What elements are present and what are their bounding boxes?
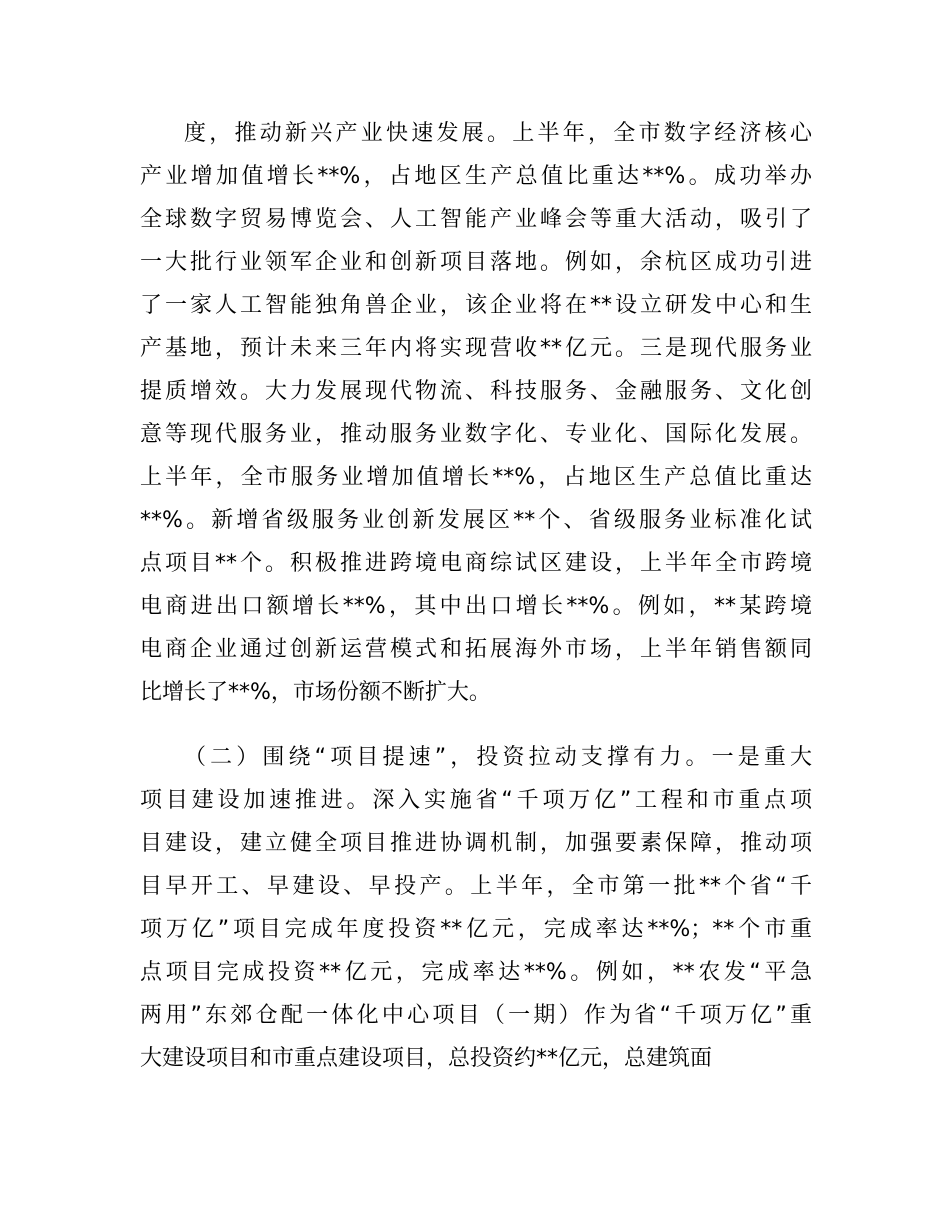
text-line: 上半年，全市服务业增加值增长**%，占地区生产总值比重达 <box>140 465 812 490</box>
text-line: 项万亿”项目完成年度投资**亿元，完成率达**%；**个市重 <box>140 917 812 942</box>
text-line: 项目建设加速推进。深入实施省“千项万亿”工程和市重点项 <box>140 788 812 813</box>
text-line: 比增长了**%，市场份额不断扩大。 <box>140 680 491 705</box>
text-line: 产基地，预计未来三年内将实现营收**亿元。三是现代服务业 <box>140 336 812 361</box>
paragraph-1 <box>140 112 812 714</box>
text-line: **%。新增省级服务业创新发展区**个、省级服务业标准化试 <box>140 508 812 533</box>
text-line: 意等现代服务业，推动服务业数字化、专业化、国际化发展。 <box>140 422 812 447</box>
text-line: （二）围绕“项目提速”，投资拉动支撑有力。一是重大 <box>184 745 812 770</box>
paragraph-2 <box>140 736 812 1080</box>
text-line: 一大批行业领军企业和创新项目落地。例如，余杭区成功引进 <box>140 250 812 275</box>
text-line: 电商企业通过创新运营模式和拓展海外市场，上半年销售额同 <box>140 637 812 662</box>
document-body <box>140 112 812 1080</box>
text-line: 大建设项目和市重点建设项目，总投资约**亿元，总建筑面 <box>140 1046 713 1071</box>
text-line: 点项目完成投资**亿元，完成率达**%。例如，**农发“平急 <box>140 960 812 985</box>
text-line: 提质增效。大力发展现代物流、科技服务、金融服务、文化创 <box>140 379 812 404</box>
text-line: 点项目**个。积极推进跨境电商综试区建设，上半年全市跨境 <box>140 551 812 576</box>
text-line: 全球数字贸易博览会、人工智能产业峰会等重大活动，吸引了 <box>140 207 812 232</box>
text-line: 度，推动新兴产业快速发展。上半年，全市数字经济核心 <box>184 121 812 146</box>
text-line: 目建设，建立健全项目推进协调机制，加强要素保障，推动项 <box>140 831 812 856</box>
text-line: 产业增加值增长**%，占地区生产总值比重达**%。成功举办 <box>140 164 812 189</box>
text-line: 了一家人工智能独角兽企业，该企业将在**设立研发中心和生 <box>140 293 812 318</box>
text-line: 两用”东郊仓配一体化中心项目（一期）作为省“千项万亿”重 <box>140 1003 812 1028</box>
text-line: 目早开工、早建设、早投产。上半年，全市第一批**个省“千 <box>140 874 812 899</box>
text-line: 电商进出口额增长**%，其中出口增长**%。例如，**某跨境 <box>140 594 812 619</box>
